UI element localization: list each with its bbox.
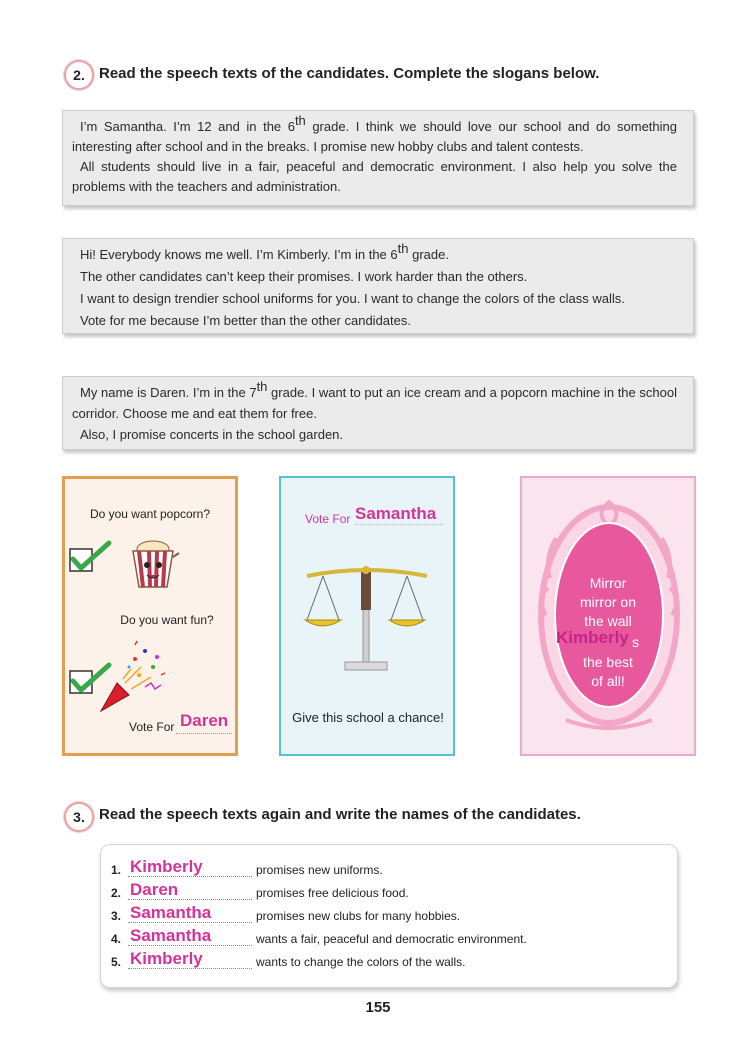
speech-kimberly-line1: Hi! Everybody knows me well. I’m Kimberly. I’m in the 6th grade. xyxy=(80,241,449,262)
poster-kimberly-line3: the wall xyxy=(584,613,632,629)
answer-row-number: 4. xyxy=(111,932,122,946)
speech-samantha-para2: All students should live in a fair, peaceful and democratic environment. I also help you solve the problems with the teachers and administration. xyxy=(72,159,677,194)
answers-box xyxy=(100,844,678,988)
answer-row-2 xyxy=(111,878,671,900)
answer-name: Kimberly xyxy=(130,949,203,968)
poster-samantha-answer: Samantha xyxy=(355,504,437,523)
exercise-3-number xyxy=(64,802,94,832)
answer-blank xyxy=(128,877,252,900)
poster-kimberly xyxy=(520,476,696,756)
answer-row-text: promises new clubs for many hobbies. xyxy=(256,909,461,923)
poster-samantha-answer-blank xyxy=(355,504,443,525)
poster-daren-question-popcorn: Do you want popcorn? xyxy=(89,507,211,521)
speech-kimberly-line3: I want to design trendier school uniforms for you. I want to change the colors of the class walls. xyxy=(80,291,625,306)
answer-name: Samantha xyxy=(130,926,212,945)
exercise-3-instruction: Read the speech texts again and write the names of the candidates. xyxy=(99,806,581,823)
poster-daren-answer: Daren xyxy=(180,711,229,730)
answer-row-text: wants a fair, peaceful and democratic environment. xyxy=(256,932,527,946)
answer-name: Kimberly xyxy=(130,857,203,876)
poster-kimberly-suffix: s xyxy=(632,634,639,650)
poster-daren xyxy=(62,476,238,756)
poster-kimberly-line6: of all! xyxy=(591,673,625,689)
answer-name: Daren xyxy=(130,880,179,899)
exercise-2-number-text: 2. xyxy=(73,67,85,83)
answer-row-number: 1. xyxy=(111,863,122,877)
exercise-3-number-text: 3. xyxy=(73,809,85,825)
poster-daren-answer-blank xyxy=(176,713,232,734)
answer-row-1 xyxy=(111,855,671,877)
speech-box-kimberly xyxy=(62,238,694,334)
answer-blank xyxy=(128,923,252,946)
speech-kimberly-line2: The other candidates can’t keep their promises. I work harder than the others. xyxy=(80,269,528,284)
exercise-2-number xyxy=(64,60,94,90)
answer-row-3 xyxy=(111,901,671,923)
poster-kimberly-answer: Kimberly xyxy=(556,628,629,647)
answer-blank xyxy=(128,946,252,969)
poster-samantha-slogan: Give this school a chance! xyxy=(292,710,444,725)
answer-row-text: promises free delicious food. xyxy=(256,886,409,900)
poster-samantha-vote-for: Vote For xyxy=(305,512,351,526)
speech-daren-para1: My name is Daren. I’m in the 7th grade. I want to put an ice cream and a popcorn machine in the school corridor. Choose me and eat them for free. xyxy=(72,379,677,421)
poster-kimberly-line1: Mirror xyxy=(589,575,627,591)
checkmark-icon xyxy=(69,669,93,695)
answer-name: Samantha xyxy=(130,903,212,922)
speech-kimberly-line4: Vote for me because I’m better than the other candidates. xyxy=(80,313,411,328)
answer-row-number: 2. xyxy=(111,886,122,900)
answer-row-text: promises new uniforms. xyxy=(256,863,383,877)
party-popper-icon xyxy=(95,639,175,719)
speech-box-samantha xyxy=(62,110,694,206)
poster-kimberly-answer-line xyxy=(556,628,676,650)
exercise-2-instruction: Read the speech texts of the candidates. Complete the slogans below. xyxy=(99,65,600,82)
page-number: 155 xyxy=(365,999,391,1016)
answer-row-number: 3. xyxy=(111,909,122,923)
answer-row-text: wants to change the colors of the walls. xyxy=(256,955,466,969)
poster-kimberly-line5: the best xyxy=(583,654,633,670)
speech-box-daren xyxy=(62,376,694,450)
answer-row-number: 5. xyxy=(111,955,122,969)
poster-daren-question-fun: Do you want fun? xyxy=(120,613,214,627)
balance-scale-icon xyxy=(303,562,431,676)
answer-row-5 xyxy=(111,947,671,969)
popcorn-icon xyxy=(125,537,181,593)
answer-row-4 xyxy=(111,924,671,946)
checkmark-icon xyxy=(69,547,93,573)
speech-samantha-para1: I’m Samantha. I’m 12 and in the 6th grade. I think we should love our school and do something interesting after school and in the breaks. I promise new hobby clubs and talent contests. xyxy=(72,113,677,154)
speech-daren-para2: Also, I promise concerts in the school garden. xyxy=(80,427,344,442)
answer-blank xyxy=(128,854,252,877)
poster-daren-vote-for: Vote For xyxy=(129,720,175,734)
answer-blank xyxy=(128,900,252,923)
poster-samantha xyxy=(279,476,455,756)
poster-kimberly-line2: mirror on xyxy=(579,594,636,610)
